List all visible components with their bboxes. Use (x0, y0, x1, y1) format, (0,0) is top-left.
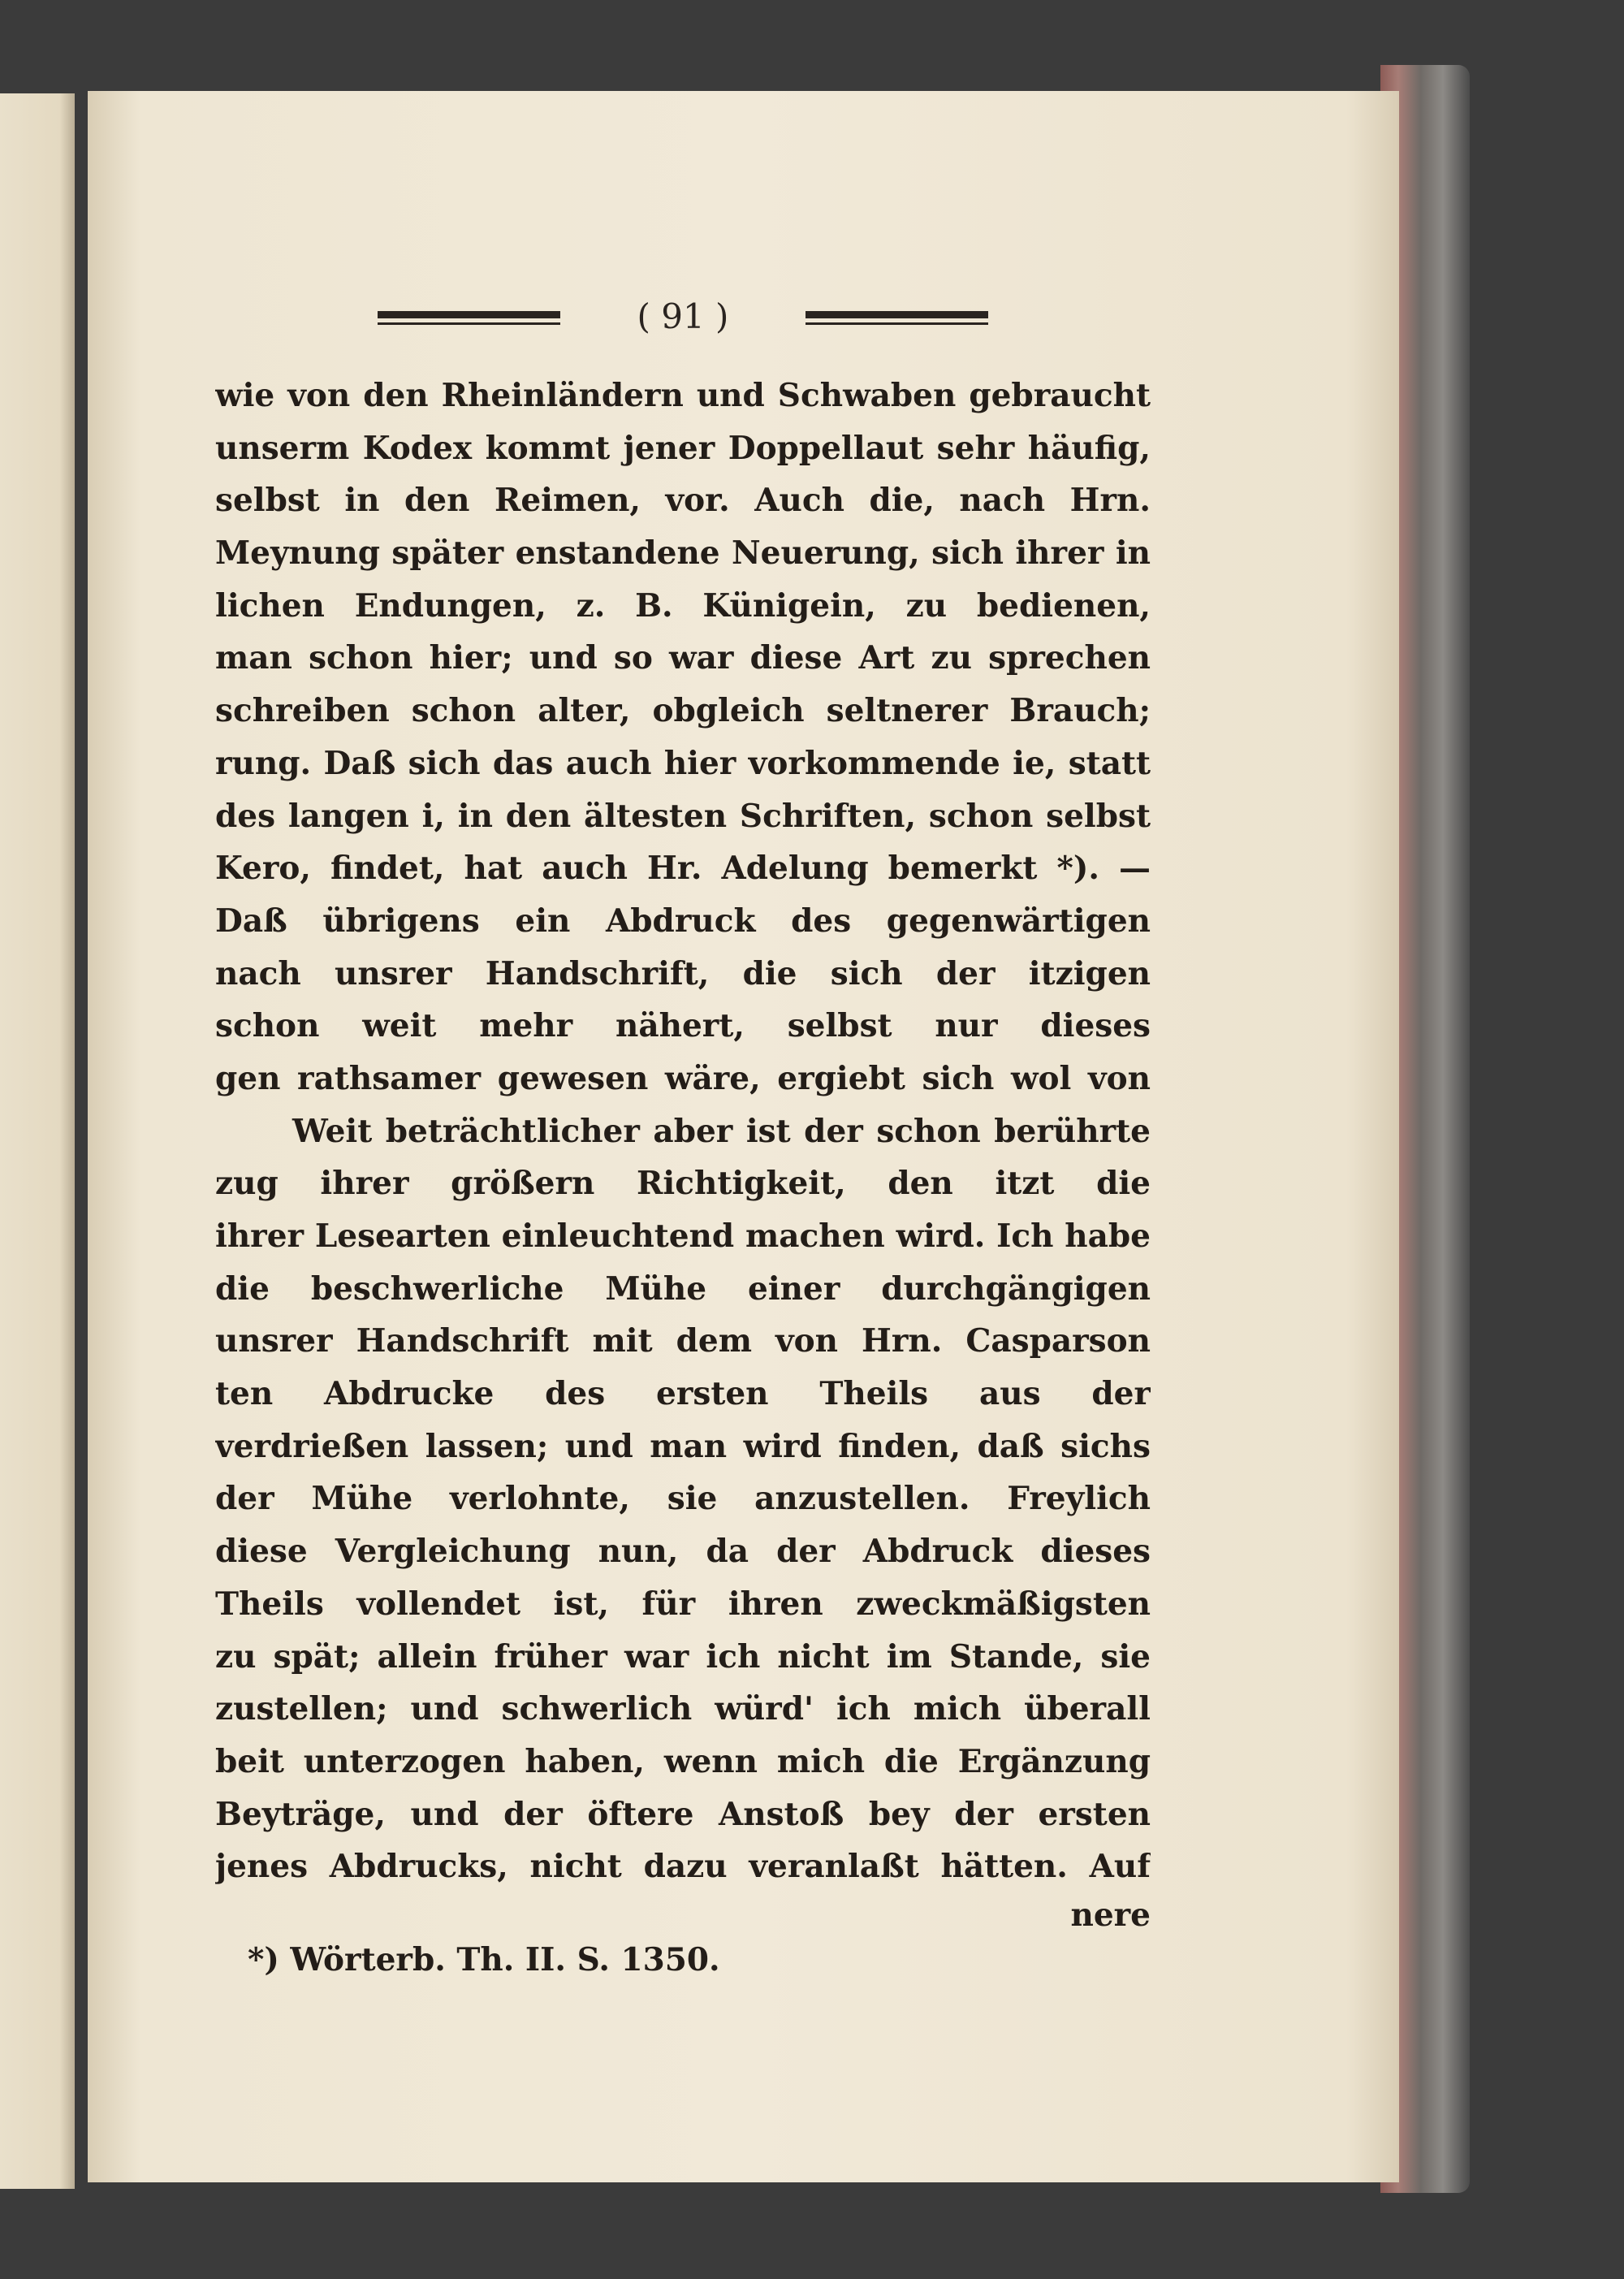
text-line: beit unterzogen haben, wenn mich die Ergänzung (215, 1742, 1151, 1780)
text-line: schon weit mehr nähert, selbst nur dieses (215, 1007, 1151, 1045)
header-rule-right (806, 311, 988, 329)
text-line: ihrer Lesearten einleuchtend machen wird. Ich habe (215, 1217, 1151, 1255)
text-line: Weit beträchtlicher aber ist der schon berührte (292, 1112, 1151, 1150)
text-line: Daß übrigens ein Abdruck des gegenwärtigen (215, 902, 1151, 940)
facing-page-edge (0, 93, 75, 2189)
text-line: lichen Endungen, z. B. Künigein, zu bedienen, (215, 586, 1151, 625)
page-header (378, 296, 988, 342)
text-line: Theils vollendet ist, für ihren zweckmäßigsten (215, 1585, 1151, 1623)
footnote: *) Wörterb. Th. II. S. 1350. (248, 1941, 720, 1978)
page-number: ( 91 ) (637, 296, 729, 336)
text-line: unserm Kodex kommt jener Doppellaut sehr häufig, (215, 429, 1151, 467)
text-line: rung. Daß sich das auch hier vorkommende ie, statt (215, 744, 1151, 782)
text-line: verdrießen lassen; und man wird finden, daß sichs (215, 1427, 1151, 1465)
text-line: man schon hier; und so war diese Art zu sprechen (215, 639, 1151, 677)
text-line: Meynung später enstandene Neuerung, sich ihrer in (215, 534, 1151, 573)
text-line: diese Vergleichung nun, da der Abdruck dieses (215, 1533, 1151, 1571)
text-line: unsrer Handschrift mit dem von Hrn. Casparson (215, 1322, 1151, 1360)
text-line: jenes Abdrucks, nicht dazu veranlaßt hätten. Auf (215, 1848, 1151, 1886)
text-line: die beschwerliche Mühe einer durchgängigen (215, 1269, 1151, 1308)
text-line: Kero, findet, hat auch Hr. Adelung bemerkt *). — (215, 850, 1151, 888)
text-line: des langen i, in den ältesten Schriften, schon selbst (215, 797, 1151, 835)
text-line: zu spät; allein früher war ich nicht im Stande, sie (215, 1637, 1151, 1676)
text-line: zug ihrer größern Richtigkeit, den itzt die (215, 1165, 1151, 1203)
text-line: schreiben schon alter, obgleich seltnerer Brauch; (215, 692, 1151, 730)
text-line: ten Abdrucke des ersten Theils aus der (215, 1375, 1151, 1413)
text-line: der Mühe verlohnte, sie anzustellen. Freylich (215, 1480, 1151, 1518)
text-line: wie von den Rheinländern und Schwaben gebraucht (215, 377, 1151, 414)
text-line: zustellen; und schwerlich würd' ich mich überall (215, 1690, 1151, 1728)
catchword: nere (1070, 1896, 1151, 1934)
text-line: nach unsrer Handschrift, die sich der itzigen (215, 954, 1151, 992)
text-line: selbst in den Reimen, vor. Auch die, nach Hrn. (215, 482, 1151, 520)
text-line: Beyträge, und der öftere Anstoß bey der ersten (215, 1795, 1151, 1833)
text-line: gen rathsamer gewesen wäre, ergiebt sich wol von (215, 1059, 1151, 1097)
body-text (215, 370, 1151, 1893)
